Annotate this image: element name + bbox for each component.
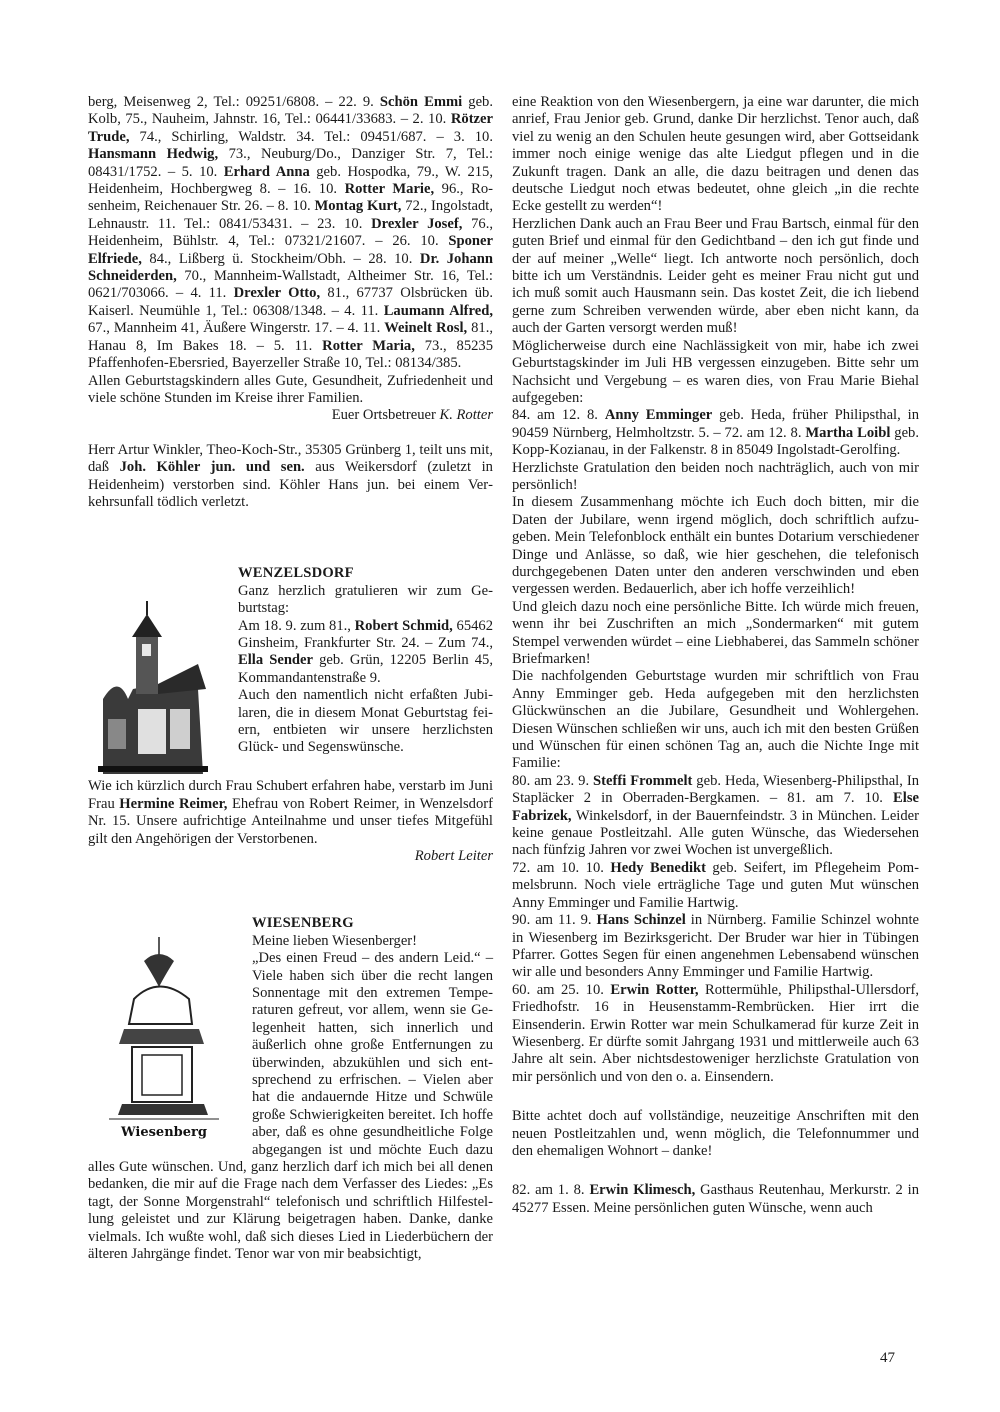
paragraph-schinzel: 90. am 11. 9. Hans Schinzel in Nürnberg. Familie Schinzel wohnte in Wiesenberg im Bezirksgericht. Der Bruder war hier in Tübingen Pfarrer. Gottes Segen für einen angenehmen Lebensabend wünschen wir alle und besonders Anny Emminger und Familie Hartwig.	[512, 912, 920, 981]
paragraph-apology: Möglicherweise durch eine Nachlässigkeit von mir, habe ich zwei Geburtstagskinder im Juli HB vergessen einzugeben. Bitte sehr um Nachsicht und Vergebung – es waren dies, von Frau Marie Biehal aufgegeben:	[512, 337, 919, 406]
name-bold: Drexler Otto,	[233, 285, 321, 302]
name-bold: Rotter Maria,	[322, 337, 415, 354]
name-bold: Erhard Anna	[223, 163, 310, 180]
name-bold: Weinelt Rosl,	[384, 320, 468, 337]
name-bold: Else Fabrizek,	[512, 790, 919, 824]
wenzelsdorf-intro: Ganz herzlich gratulieren wir zum Geburtstag:	[238, 582, 493, 617]
wiesenberg-emblem	[104, 929, 224, 1144]
name-bold: Erwin Klimesch,	[589, 1182, 696, 1199]
name-bold: Schön Emmi	[379, 94, 463, 110]
paragraph-addresses: Bitte achtet doch auf vollständige, neuzeitige Anschriften mit den neuen Postleitzahlen und, wenn möglich, die Telefonnummer und den ehemaligen Wohnort – danke!	[512, 1108, 919, 1159]
name-bold: Sponer Elfriede,	[88, 233, 493, 267]
paragraph-stamps: Und gleich dazu noch eine persönliche Bitte. Ich würde mich freuen, wenn ihr bei Zuschriften an mich „Sondermarken“ mit gutem Stempel verwenden würdet – eine Liebhaberei, das Sammeln schöner Briefmarken!	[512, 598, 919, 667]
paragraph-reaction: eine Reaktion von den Wiesenbergern, ja eine war darunter, die mich anrief, Frau Jenior geb. Grund, danke Dir herzlichst. Tenor auch, daß viel zu wenig an den Schulen heute gesungen wird, aber Gottseidank immer noch einige wenige das alte Liedgut pflegen und in die Zukunft tragen. Dank an alle, die dazu beitragen und denen das deutsche Liedgut noch etwas bedeutet, ohne gleich „in die rechte Ecke gestellt zu werden“!	[512, 94, 919, 215]
paragraph-thanks: Herzlichen Dank auch an Frau Beer und Frau Bartsch, einmal für den guten Brief und einmal für den Gedichtband – den ich gut finde und der auf meiner „Welle“ liegt. Ich antworte noch persönlich, doch bitte ich um Verständnis. Leider geht es meiner Frau nicht gut und ich muß somit auch Hausmann sein. Das kostet Zeit, die ich liebend gerne zum Schreiben verwenden würde, aber eben nicht kann, da auch der Garten versorgt werden muß!	[512, 215, 919, 337]
wishes-paragraph: Allen Geburtstagskindern alles Gute, Gesundheit, Zufriedenheit und viele schöne Stunden im Kreise ihrer Familien.	[88, 372, 493, 406]
left-column	[88, 94, 493, 1264]
name-bold: Rötzer Trude,	[88, 111, 493, 145]
section-wiesenberg	[88, 915, 493, 1263]
name-bold: Ella Sender	[238, 652, 314, 669]
section-title-wiesenberg: WIESENBERG	[252, 915, 354, 932]
name-bold: Joh. Köhler jun. und sen.	[119, 459, 305, 476]
name-bold: Robert Schmid,	[354, 617, 453, 634]
name-bold: Laumann Alfred,	[383, 302, 493, 319]
wenzelsdorf-birthdays: Am 18. 9. zum 81., Robert Schmid, 65462 Ginsheim, Frankfurter Str. 24. – Zum 74., Ella Sender geb. Grün, 12205 Berlin 45, Kommandantenstraße 9.	[238, 617, 493, 686]
birthday-list: berg, Meisenweg 2, Tel.: 09251/6808. – 22. 9. Schön Emmi geb. Kolb, 75., Nauheim, Jahnstr. 16, Tel.: 06441/33683. – 2. 10. Rötzer Trude, 74., Schirling, Waldstr. 34. Tel.: 09451/687. – 3. 10. Hansmann Hedwig, 73., Neuburg/Do., Danziger Str. 7, Tel.: 08431/1752. – 5. 10. Erhard Anna geb. Hospodka, 79., W. 215, Heidenheim, Hochbergweg 8. – 16. 10. Rotter Marie, 96., Rosenheim, Reichenauer Str. 26. – 8. 10. Montag Kurt, 72., Ingolstadt, Lehnaustr. 11. Tel.: 0841/53431. – 23. 10. Drexler Josef, 76., Heidenheim, Bühlstr. 4, Tel.: 07321/21607. – 26. 10. Sponer Elfriede, 84., Lißberg ü. Stockheim/Obh. – 28. 10. Dr. Johann Schneiderden, 70., Mannheim-Wallstadt, Altheimer Str. 16, Tel.: 0621/703066. – 4. 11. Drexler Otto, 81., 67737 Olsbrücken üb. Kaiserl. Neumühle 1, Tel.: 06308/1348. – 4. 11. Laumann Alfred, 67., Mannheim 41, Äußere Wingerstr. 17. – 4. 11. Weinelt Rosl, 81., Hanau 8, Im Bakes 18. – 5. 11. Rotter Maria, 73., 85235 Pfaffenhofen-Ebersried, Bayerzeller Straße 10, Tel.: 08134/385.	[88, 94, 494, 372]
name-bold: Hermine Reimer,	[119, 795, 228, 812]
paragraph-rotter: 60. am 25. 10. Erwin Rotter, Rottermühle, Philipsthal-Ullersdorf, Friedhofstr. 16 in Heusenstamm-Rembrücken. Hier irrt die Einsenderin. Erwin Rotter war mein Schulkamerad für kurze Zeit in Wiesenberg. Er dürfte somit Jahrgang 1931 und mittlerweile auch 63 Jahre alt sein. Aber nichtsdestoweniger herzlichste Gratulation von mir persönlich und von den o. a. Einsendern.	[512, 981, 920, 1085]
name-bold: Dr. Johann Schneiderden,	[88, 250, 493, 285]
wenzelsdorf-wishes: Auch den namentlich nicht erfaßten Jubilaren, die in diesem Monat Geburtstag feiern, entbieten wir unsere herzlichsten Glück- und Segenswünsche.	[238, 687, 493, 756]
name-bold: Rotter Marie,	[344, 181, 435, 198]
wiesenberg-letter: „Des einen Freud – des andern Leid.“ – Viele haben sich über die recht langen Sonnentage mit den extremen Temperaturen gefreut, vor allem, wenn sie Gelegenheit hatten, sich innerlich und äußerlich ohne große Entfernungen zu überwinden, abzukühlen und sich entsprechend zu erfrischen. – Vielen aber hat die andauernde Hitze und Schwüle große Schwierigkeiten bereitet. Ich hoffe aber, daß es ohne gesundheitliche Folge abgegangen ist und möchte Euch dazu alles Gute wünschen. Und, ganz herzlich darf ich mich bei all denen bedanken, die mir auf die Frage nach dem Verfasser des Liedes: „Es tagt, der Sonne Morgenstrahl“ telefonisch und schriftlich Hilfestellung geleistet und zur Klärung beigetragen haben. Danke, danke vielmals. Ich wußte wohl, daß sich dieses Lied in Liederbüchern der älteren Jahrgänge findet. Tenor war von mir beabsichtigt,	[88, 950, 493, 1263]
wiesenberg-greeting: Meine lieben Wiesenberger!	[252, 932, 418, 949]
paragraph-request: In diesem Zusammenhang möchte ich Euch doch bitten, mir die Daten der Jubilare, wenn irgend möglich, doch schriftlich aufzugeben. Mein Telefonblock enthält ein buntes Dotarium verschiedener Dinge und Anlässe, so daß, wie hier geschehen, die telefonisch durchgegebenen Daten unter den anderen verschwinden und eben vergessen werden. Bedauerlich, aber ich hoffe verzeihlich!	[512, 494, 919, 598]
paragraph-congrats: Herzlichste Gratulation den beiden noch nachträglich, auch von mir persönlich!	[512, 459, 919, 493]
signature-rotter: Euer Ortsbetreuer K. Rotter	[331, 407, 493, 424]
name-bold: Hansmann Hedwig,	[88, 146, 219, 163]
paragraph-belated-birthdays: 84. am 12. 8. Anny Emminger geb. Heda, früher Philipsthal, in 90459 Nürnberg, Helmholtzstr. 5. – 72. am 12. 8. Martha Loibl geb. Kopp-Kozianau, in der Falkenstr. 8 in 85049 Ingolstadt-Gerolfing.	[512, 407, 920, 459]
paragraph-benedikt: 72. am 10. 10. Hedy Benedikt geb. Seifert, im Pflegeheim Pommelsbrunn. Noch viele erträgliche Tage und guten Mut wünschen Anny Emminger und Familie Hartwig.	[512, 859, 919, 911]
section-title-wenzelsdorf: WENZELSDORF	[238, 565, 354, 582]
name-bold: Steffi Frommelt	[593, 772, 693, 789]
page-number: 47	[880, 1350, 895, 1366]
name-bold: Hans Schinzel	[596, 912, 686, 929]
name-bold: Montag Kurt,	[314, 198, 402, 215]
paragraph-klimesch: 82. am 1. 8. Erwin Klimesch, Gasthaus Reutenhau, Merkurstr. 2 in 45277 Essen. Meine persönlichen guten Wünsche, wenn auch	[512, 1182, 919, 1216]
section-wenzelsdorf	[88, 565, 493, 778]
name-bold: Erwin Rotter,	[610, 981, 699, 998]
name-bold: Drexler Josef,	[371, 215, 463, 232]
name-bold: Anny Emminger	[604, 407, 713, 424]
emblem-label: Wiesenberg	[121, 1125, 207, 1141]
name-bold: Martha Loibl	[805, 424, 891, 441]
chapel-photo	[98, 579, 208, 774]
paragraph-frommelt: 80. am 23. 9. Steffi Frommelt geb. Heda, Wiesenberg-Philipsthal, In Stapläcker 2 in Oberraden-Bergkamen. – 81. am 7. 10. Else Fabrizek, Winkelsdorf, in der Bauernfeindstr. 3 in München. Leider keine genaue Postleitzahl. Alle guten Wünsche, das Wiedersehen nach fünfzig Jahren vor zwei Wochen ist unvergeßlich.	[512, 772, 919, 859]
paragraph-emminger: Die nachfolgenden Geburtstage wurden mir schriftlich von Frau Anny Emminger geb. Heda aufgegeben mit den herzlichsten Glückwünschen an die Jubilare, Gesundheit und Wohlergehen. Diesen Wünschen schließen wir uns, auch ich mit den besten Grüßen und Wünschen für einen schönen Tag an, auch die Nichte Inge mit Familie:	[512, 668, 919, 772]
signature-leiter: Robert Leiter	[414, 847, 493, 864]
right-column	[512, 94, 919, 1217]
winkler-notice: Herr Artur Winkler, Theo-Koch-Str., 35305 Grünberg 1, teilt uns mit, daß Joh. Köhler jun. und sen. aus Weikersdorf (zuletzt in Heidenheim) verstorben sind. Köhler Hans jun. bei einem Verkehrsunfall tödlich verletzt.	[88, 441, 493, 510]
name-bold: Hedy Benedikt	[610, 859, 706, 876]
wenzelsdorf-obituary: Wie ich kürzlich durch Frau Schubert erfahren habe, verstarb im Juni Frau Hermine Reimer, Ehefrau von Robert Reimer, in Wenzelsdorf Nr. 15. Unsere aufrichtige Anteilnahme und unser tiefes Mitgefühl gilt den Angehörigen der Verstorbenen.	[88, 778, 493, 847]
